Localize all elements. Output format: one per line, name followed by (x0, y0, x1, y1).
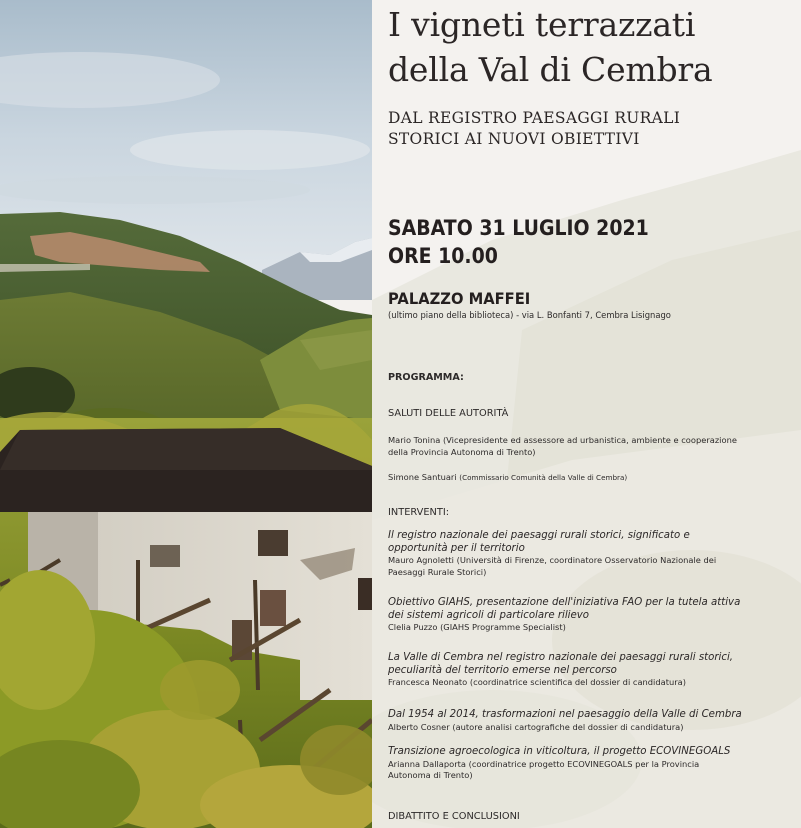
talk-title (388, 746, 796, 759)
talk-speaker (388, 677, 796, 689)
talk-speaker-line: Alberto Cosner (autore analisi cartografiche del dossier di candidatura) (388, 721, 684, 732)
talk-title (388, 652, 796, 677)
greetings-heading: SALUTI DELLE AUTORITÀ (388, 408, 509, 419)
talk-speaker-line: Paesaggi Rurale Storici) (388, 566, 487, 577)
talk-title-line: peculiarità del territorio emerse nel percorso (388, 664, 617, 676)
title-line-2: della Val di Cembra (388, 50, 713, 89)
talk-speaker-line: Francesca Neonato (coordinatrice scientifica del dossier di candidatura) (388, 677, 686, 687)
talk-item (388, 530, 796, 578)
greeting-speaker (388, 434, 737, 458)
closing-heading: DIBATTITO E CONCLUSIONI (388, 811, 520, 822)
greeting-speaker-name: Simone Santuari (388, 472, 457, 482)
talk-item (388, 746, 796, 782)
talk-title-line: dei sistemi agricoli di particolare rilievo (388, 609, 590, 621)
greeting-speaker (388, 471, 627, 484)
talk-item (388, 652, 796, 689)
program-heading: PROGRAMMA: (388, 372, 464, 383)
greeting-speaker-line-1: Mario Tonina (Vicepresidente ed assessore ad urbanistica, ambiente e cooperazione (388, 435, 737, 445)
talk-title-line: La Valle di Cembra nel registro nazionale dei paesaggi rurali storici, (388, 652, 734, 663)
page-title (388, 2, 801, 92)
event-datetime (388, 214, 649, 270)
talk-speaker (388, 622, 796, 634)
subtitle-line-2: STORICI AI NUOVI OBIETTIVI (388, 130, 640, 148)
talks-heading: INTERVENTI: (388, 507, 450, 518)
talk-speaker (388, 759, 796, 782)
talk-title-line: opportunità per il territorio (388, 542, 525, 554)
event-address: (ultimo piano della biblioteca) - via L. Bonfanti 7, Cembra Lisignago (388, 310, 671, 320)
talk-title-line: Transizione agroecologica in viticoltura, il progetto ECOVINEGOALS (388, 746, 731, 757)
talk-speaker (388, 722, 796, 734)
talk-item (388, 709, 796, 733)
talk-speaker-line: Clelia Puzzo (GIAHS Programme Specialist) (388, 622, 566, 632)
talk-title-line: Il registro nazionale dei paesaggi rurali storici, significato e (388, 530, 690, 541)
talk-speaker-line: Arianna Dallaporta (coordinatrice progetto ECOVINEGOALS per la Provincia (388, 758, 700, 769)
talk-title (388, 530, 796, 555)
landscape-photo (0, 0, 372, 828)
talk-title-line: Obiettivo GIAHS, presentazione dell'iniziativa FAO per la tutela attiva (388, 597, 741, 608)
greeting-speaker-line-2: della Provincia Autonoma di Trento) (388, 447, 536, 457)
subtitle-line-1: DAL REGISTRO PAESAGGI RURALI (388, 109, 681, 127)
greeting-speaker-role: (Commissario Comunità della Valle di Cembra) (459, 473, 628, 482)
event-date: SABATO 31 LUGLIO 2021 (388, 216, 649, 240)
talk-title (388, 597, 796, 622)
talk-speaker-line: Autonoma di Trento) (388, 770, 473, 780)
subtitle (388, 108, 680, 150)
event-venue: PALAZZO MAFFEI (388, 289, 531, 308)
talk-speaker-line: Mauro Agnoletti (Università di Firenze, coordinatore Osservatorio Nazionale dei (388, 555, 717, 565)
event-time: ORE 10.00 (388, 244, 498, 268)
title-line-1: I vigneti terrazzati (388, 5, 696, 44)
talk-speaker (388, 555, 796, 578)
talk-title (388, 709, 796, 722)
talk-item (388, 597, 796, 634)
talk-title-line: Dal 1954 al 2014, trasformazioni nel paesaggio della Valle di Cembra (388, 709, 742, 720)
